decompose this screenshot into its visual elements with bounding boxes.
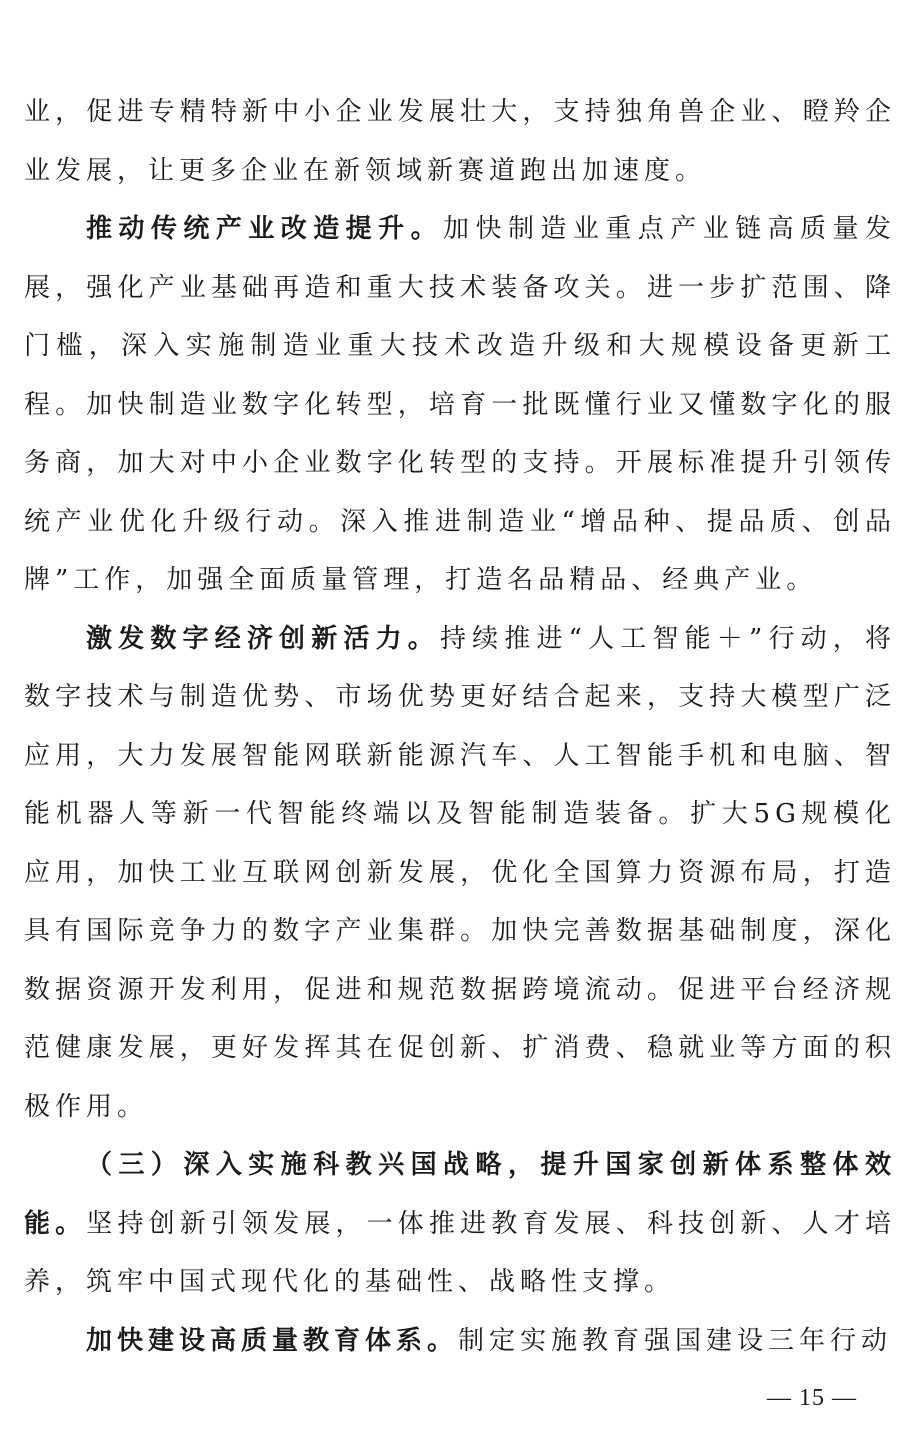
paragraph-text: 加快制造业重点产业链高质量发展，强化产业基础再造和重大技术装备攻关。进一步扩范围、降门槛，深入实施制造业重大技术改造升级和大规模设备更新工程。加快制造业数字化转型，培育一批既懂行业又懂数字化的服务商，加大对中小企业数字化转型的支持。开展标准提升引领传统产业优化升级行动。深入推进制造业“增品种、提品质、创品牌”工作，加强全面质量管理，打造名品精品、经典产业。 <box>24 214 896 595</box>
paragraph-text: 制定实施教育强国建设三年行动 <box>458 1325 893 1356</box>
paragraph-lead: 激发数字经济创新活力。 <box>86 623 440 654</box>
paragraph-digital-economy <box>24 610 896 1137</box>
page-number: — 15 — <box>767 1385 857 1411</box>
paragraph-text: 坚持创新引领发展，一体推进教育发展、科技创新、人才培养，筑牢中国式现代化的基础性、战略性支撑。 <box>24 1208 896 1297</box>
paragraph-education-system <box>24 1312 896 1371</box>
paragraph-lead: 推动传统产业改造提升。 <box>86 214 444 244</box>
paragraph-lead: 加快建设高质量教育体系。 <box>86 1325 459 1356</box>
document-body <box>24 83 896 1370</box>
paragraph-text: 持续推进“人工智能＋”行动，将数字技术与制造优势、市场优势更好结合起来，支持大模型广泛应用，大力发展智能网联新能源汽车、人工智能手机和电脑、智能机器人等新一代智能终端以及智能制造装备。扩大5G规模化应用，加快工业互联网创新发展，优化全国算力资源布局，打造具有国际竞争力的数字产业集群。加快完善数据基础制度，深化数据资源开发利用，促进和规范数据跨境流动。促进平台经济规范健康发展，更好发挥其在促创新、扩消费、稳就业等方面的积极作用。 <box>24 623 896 1122</box>
paragraph-section-three <box>24 1136 896 1312</box>
paragraph-traditional-industry <box>24 200 896 610</box>
paragraph-text: 业，促进专精特新中小企业发展壮大，支持独角兽企业、瞪羚企业发展，让更多企业在新领域新赛道跑出加速度。 <box>24 97 896 186</box>
paragraph-lead: （三）深入实施科教兴国战略，提升国家创新体系整体效能。 <box>24 1150 896 1239</box>
paragraph-continuation <box>24 83 896 200</box>
